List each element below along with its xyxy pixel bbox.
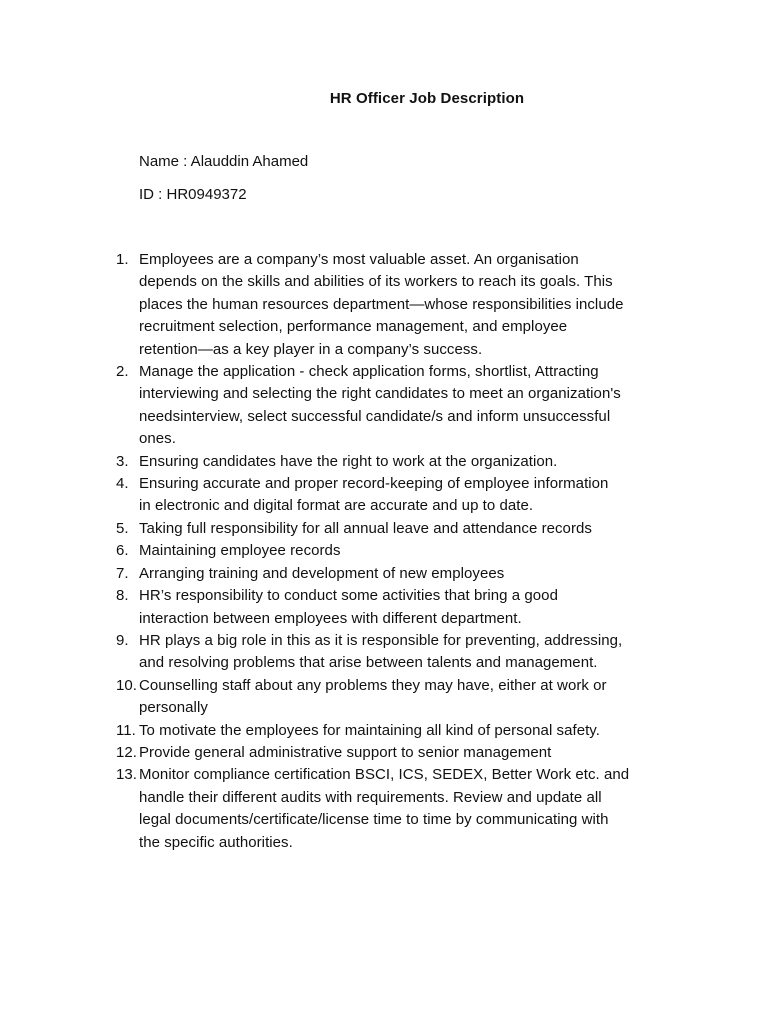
list-item [0,518,768,540]
list-item [0,473,768,518]
list-item-number: 9. [116,631,129,649]
list-item [0,361,768,451]
document-title: HR Officer Job Description [329,90,525,107]
list-item-text: Counselling staff about any problems they may have, either at work or personally [139,676,607,717]
list-item-number: 1. [116,251,129,268]
list-item-number: 5. [116,519,129,537]
list-item-text: HR’s responsibility to conduct some activities that bring a good interaction between employees with different department. [139,587,558,627]
list-item-number: 11. [116,721,136,739]
list-item [0,630,768,675]
list-item-text: Maintaining employee records [139,542,341,560]
list-item-number: 6. [116,542,129,560]
list-item-number: 13. [116,766,138,784]
employee-id: ID : HR0949372 [139,186,247,203]
list-item-number: 12. [116,743,138,761]
list-item [0,563,768,585]
list-item-text: Taking full responsibility for all annual leave and attendance records [139,519,592,537]
list-item-number: 7. [116,564,129,582]
list-item [0,451,768,473]
list-item-text: Monitor compliance certification BSCI, ICS, SEDEX, Better Work etc. and handle their different audits with requirements. Review and update all legal documents/certificate/license time to time by communicating with the specific authorities. [139,766,630,851]
list-item-text: Manage the application - check application forms, shortlist, Attracting interviewing and selecting the right candidates to meet an organization's needsinterview, select successful candidate/s and inform unsuccessful ones. [139,363,621,448]
list-item [0,249,768,361]
list-item-text: To motivate the employees for maintaining all kind of personal safety. [139,721,600,739]
list-item [0,742,768,764]
list-item-number: 2. [116,363,129,381]
list-item [0,764,768,854]
list-item-text: Ensuring candidates have the right to work at the organization. [139,452,558,470]
list-item-number: 10. [116,676,138,694]
list-item-text: HR plays a big role in this as it is responsible for preventing, addressing, and resolving problems that arise between talents and management. [139,631,623,672]
list-item [0,675,768,720]
list-item-text: Provide general administrative support to senior management [139,743,552,761]
list-item-text: Arranging training and development of new employees [139,564,505,582]
employee-name: Name : Alauddin Ahamed [139,153,309,170]
list-item [0,540,768,562]
list-item-text: Ensuring accurate and proper record-keeping of employee information in electronic and digital format are accurate and up to date. [139,475,609,515]
list-item [0,720,768,742]
list-item [0,585,768,630]
list-item-number: 8. [116,587,129,605]
list-item-number: 4. [116,475,129,493]
responsibilities-list [0,249,768,854]
list-item-number: 3. [116,452,129,470]
list-item-text: Employees are a company’s most valuable asset. An organisation depends on the skills and abilities of its workers to reach its goals. This places the human resources department—whose responsibilities include recruitment selection, performance management, and employee retention—as a key player in a company’s success. [139,251,624,358]
